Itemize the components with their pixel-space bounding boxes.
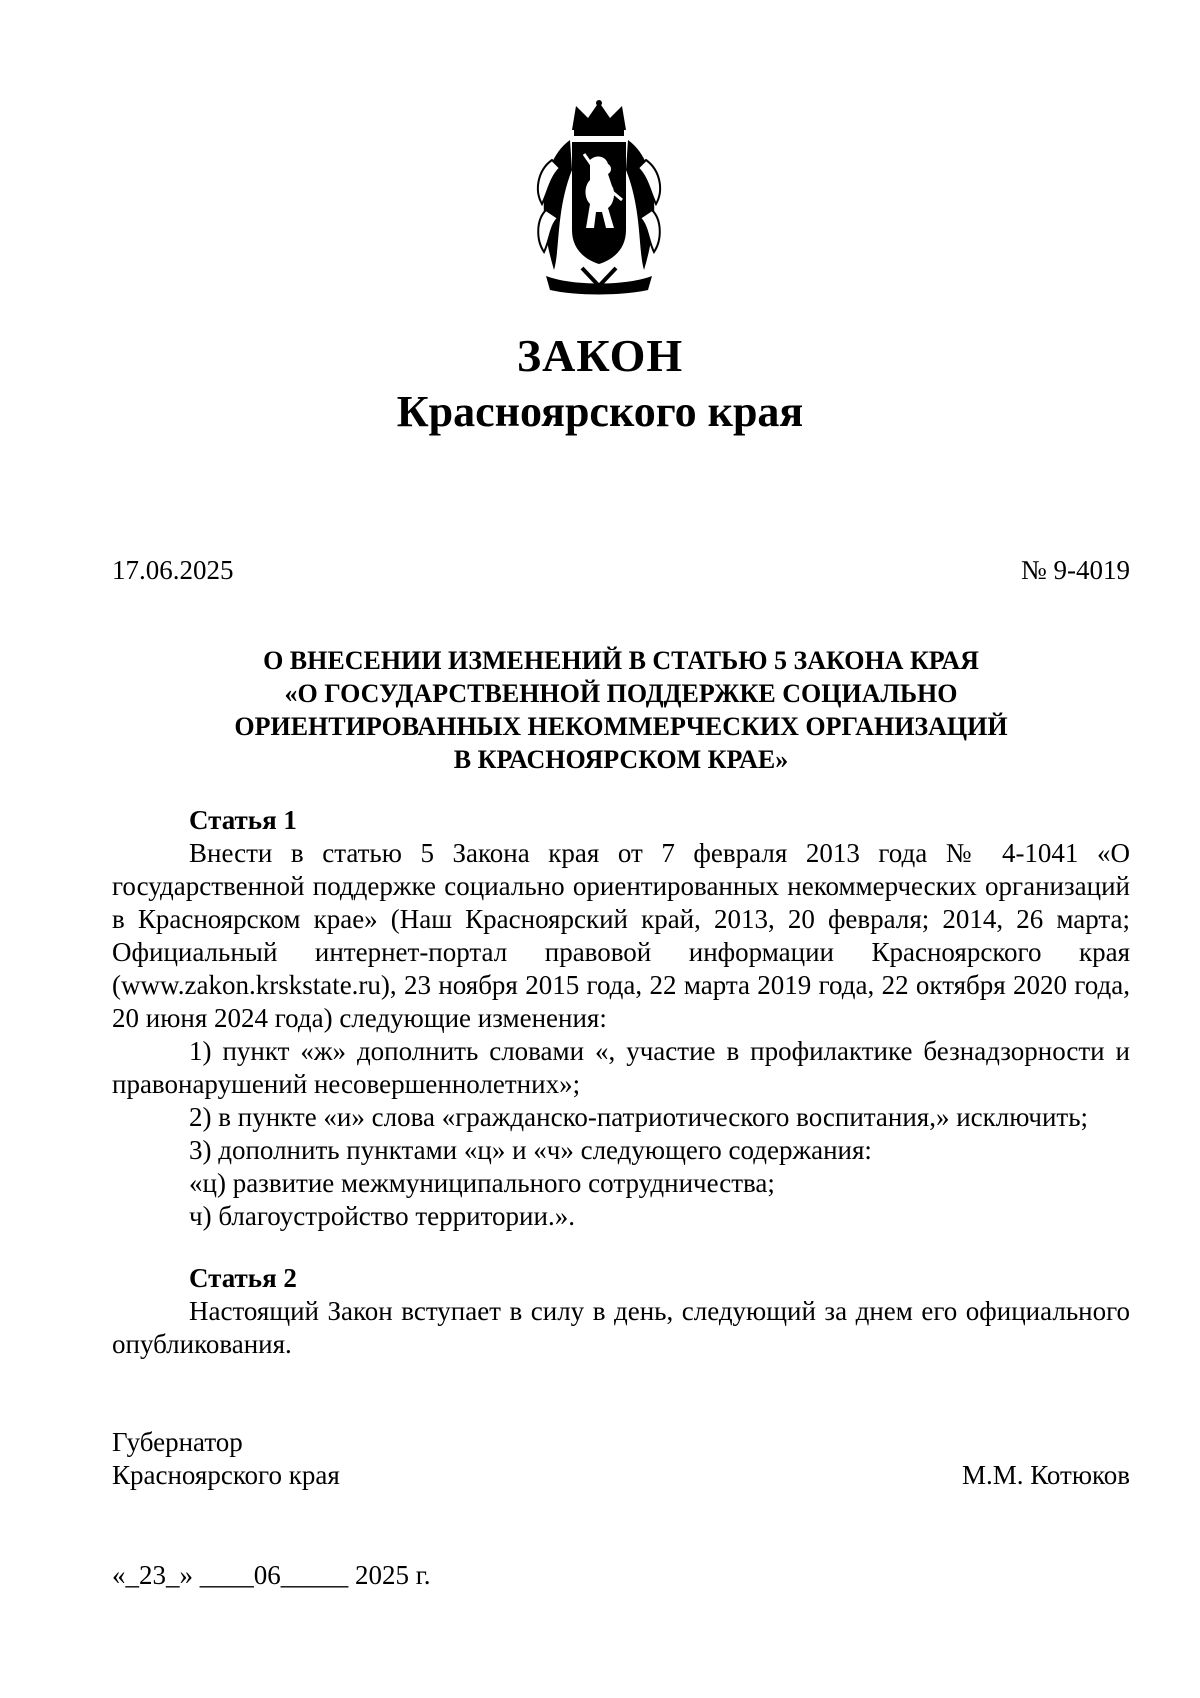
article-1 (112, 804, 1130, 1233)
law-title-line: ОРИЕНТИРОВАННЫХ НЕКОММЕРЧЕСКИХ ОРГАНИЗАЦИЙ (234, 712, 1008, 741)
law-title-line: «О ГОСУДАРСТВЕННОЙ ПОДДЕРЖКЕ СОЦИАЛЬНО (284, 679, 958, 708)
article-paragraph: Внести в статью 5 Закона края от 7 февраля 2013 года № 4-1041 «О государственной поддержке социально ориентированных некоммерческих организаций в Красноярском крае» (Наш Красноярский край, 2013, 20 февраля; 2014, 26 марта; Официальный интернет-портал правовой информации Красноярского края (www.zakon.krskstate.ru), 23 ноября 2015 года, 22 марта 2019 года, 22 октября 2020 года, 20 июня 2024 года) следующие изменения: (112, 838, 1130, 1033)
signatory-position-line: Губернатор (112, 1427, 243, 1457)
article-paragraph: Настоящий Закон вступает в силу в день, следующий за днем его официального опубликования. (112, 1296, 1130, 1359)
article-paragraph: 1) пункт «ж» дополнить словами «, участие в профилактике безнадзорности и правонарушений несовершеннолетних»; (112, 1036, 1130, 1099)
signatory-position-line: Красноярского края (112, 1460, 340, 1490)
article-paragraph: «ц) развитие межмуниципального сотрудничества; (189, 1168, 775, 1198)
document-title: ЗАКОН (516, 330, 684, 381)
document-subtitle: Красноярского края (396, 387, 804, 436)
article-heading: Статья 1 (189, 805, 297, 835)
article-paragraph: 2) в пункте «и» слова «гражданско-патриотического воспитания,» исключить; (189, 1102, 1089, 1132)
signature-date: «_23_» ____06_____ 2025 г. (112, 1560, 431, 1590)
article-heading: Статья 2 (189, 1263, 297, 1293)
signatory-name: М.М. Котюков (961, 1460, 1130, 1490)
signatory-position (112, 1426, 340, 1492)
document-number: № 9-4019 (1020, 555, 1130, 585)
article-2 (112, 1262, 1130, 1361)
law-title (112, 644, 1130, 776)
coat-of-arms-icon (532, 100, 666, 296)
document-date: 17.06.2025 (112, 555, 234, 585)
law-title-line: О ВНЕСЕНИИ ИЗМЕНЕНИЙ В СТАТЬЮ 5 ЗАКОНА КРАЯ (263, 646, 979, 675)
law-title-line: В КРАСНОЯРСКОМ КРАЕ» (453, 745, 789, 774)
article-paragraph: 3) дополнить пунктами «ц» и «ч» следующего содержания: (189, 1135, 872, 1165)
article-paragraph: ч) благоустройство территории.». (189, 1201, 575, 1231)
